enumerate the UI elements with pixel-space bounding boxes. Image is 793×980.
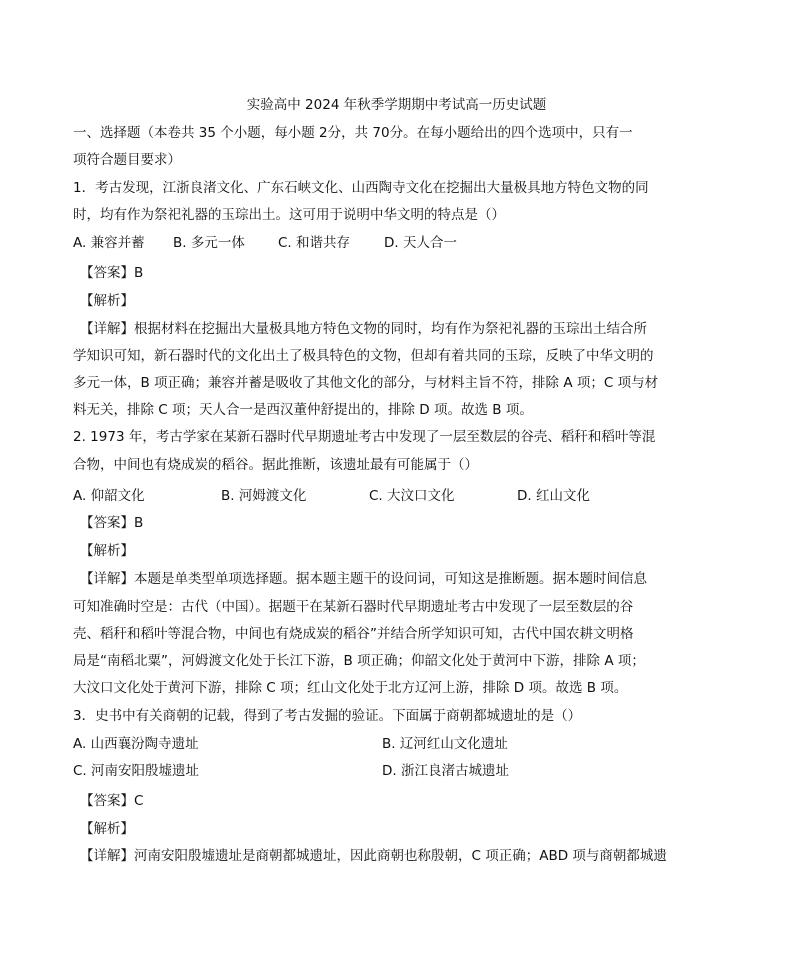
- option-b: B. 多元一体: [173, 235, 245, 251]
- option-d: D. 天人合一: [384, 235, 457, 251]
- option-a: A. 仰韶文化: [73, 488, 145, 504]
- detail-line: 可知准确时空是：古代（中国）。据题干在某新石器时代早期遗址考古中发现了一层至数层的谷: [73, 599, 634, 615]
- detail-line: 【详解】河南安阳殷墟遗址是商朝都城遗址，因此商朝也称殷朝，C 项正确；ABD 项与商朝都城遗: [80, 848, 667, 864]
- option-c: C. 河南安阳殷墟遗址: [73, 763, 200, 779]
- option-a: A. 山西襄汾陶寺遗址: [73, 736, 199, 752]
- option-c: C. 大汶口文化: [369, 488, 455, 504]
- option-d: D. 浙江良渚古城遗址: [382, 763, 509, 779]
- answer: 【答案】B: [80, 515, 144, 531]
- answer: 【答案】C: [80, 793, 144, 809]
- detail-line: 学知识可知，新石器时代的文化出土了极具特色的文物，但却有着共同的玉琮，反映了中华文明的: [73, 348, 654, 364]
- page-title: 实验高中 2024 年秋季学期期中考试高一历史试题: [246, 97, 547, 113]
- detail-line: 多元一体，B 项正确；兼容并蓄是吸收了其他文化的部分，与材料主旨不符，排除 A 项；C 项与材: [73, 375, 659, 391]
- detail-line: 【详解】根据材料在挖掘出大量极具地方特色文物的同时，均有作为祭祀礼器的玉琮出土结合所: [80, 321, 647, 337]
- option-d: D. 红山文化: [517, 488, 590, 504]
- analysis-label: 【解析】: [80, 293, 134, 309]
- analysis-label: 【解析】: [80, 543, 134, 559]
- detail-line: 大汶口文化处于黄河下游，排除 C 项；红山文化处于北方辽河上游，排除 D 项。故选 B 项。: [73, 680, 628, 696]
- analysis-label: 【解析】: [80, 821, 134, 837]
- detail-line: 料无关，排除 C 项；天人合一是西汉董仲舒提出的，排除 D 项。故选 B 项。: [73, 402, 533, 418]
- question-stem: 1．考古发现，江浙良渚文化、广东石峡文化、山西陶寺文化在挖掘出大量极具地方特色文物的同: [73, 180, 649, 196]
- section-instruction: 项符合题目要求）: [73, 152, 181, 168]
- detail-line: 局是“南稻北粟”，河姆渡文化处于长江下游，B 项正确；仰韶文化处于黄河中下游，排除 A 项；: [73, 653, 645, 669]
- detail-line: 【详解】本题是单类型单项选择题。据本题主题干的设问词，可知这是推断题。据本题时间信息: [80, 571, 647, 587]
- option-b: B. 河姆渡文化: [221, 488, 307, 504]
- answer: 【答案】B: [80, 265, 144, 281]
- question-stem: 时，均有作为祭祀礼器的玉琮出土。这可用于说明中华文明的特点是（）: [73, 207, 505, 223]
- question-stem: 2. 1973 年，考古学家在某新石器时代早期遗址考古中发现了一层至数层的谷壳、稻秆和稻叶等混: [73, 429, 656, 445]
- option-b: B. 辽河红山文化遗址: [382, 736, 508, 752]
- option-a: A. 兼容并蓄: [73, 235, 145, 251]
- question-stem: 合物，中间也有烧成炭的稻谷。据此推断，该遗址最有可能属于（）: [73, 457, 478, 473]
- detail-line: 壳、稻秆和稻叶等混合物，中间也有烧成炭的稻谷”并结合所学知识可知，古代中国农耕文明格: [73, 626, 634, 642]
- section-instruction: 一、选择题（本卷共 35 个小题，每小题 2分，共 70分。在每小题给出的四个选项中，只有一: [73, 125, 633, 141]
- question-stem: 3．史书中有关商朝的记载，得到了考古发掘的验证。下面属于商朝都城遗址的是（）: [73, 708, 582, 724]
- option-c: C. 和谐共存: [278, 235, 351, 251]
